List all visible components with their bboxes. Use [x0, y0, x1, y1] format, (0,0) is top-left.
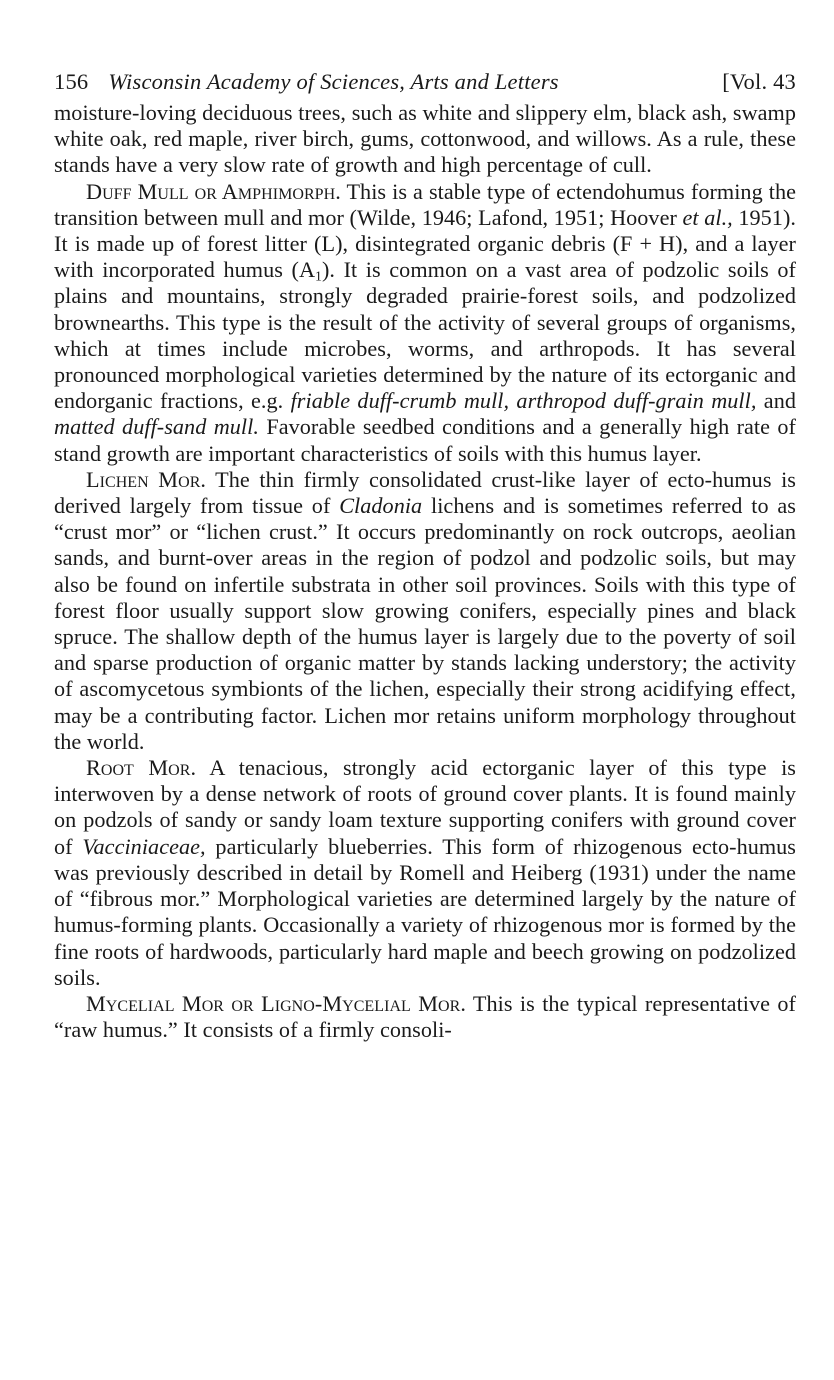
- italic-text: friable duff-crumb mull, arthropod duff-grain mull,: [290, 388, 757, 414]
- subscript: 1: [315, 268, 322, 284]
- italic-text: et al.,: [682, 204, 733, 230]
- italic-text: Vacciniaceae,: [82, 833, 206, 859]
- body-text: [54, 100, 796, 1043]
- paragraph-text: ). It is common on a vast area of podzolic soils of plains and mountains, strongly degraded prairie-forest soils, and podzolized brownearths. This type is the result of the activity of several groups of organisms, which at times include microbes, worms, and arthropods. It has several pronounced morphological varieties determined by the nature of its ectorganic and endorganic fractions, e.g.: [54, 257, 796, 414]
- paragraph-text: This is the typical representative of “raw humus.” It consists of a firmly consoli-: [54, 990, 796, 1043]
- paragraph-mycelial-mor: [54, 991, 796, 1043]
- running-head: [54, 64, 796, 100]
- page: [54, 64, 796, 1043]
- paragraph-text: The thin firmly consolidated crust-like layer of ecto-humus is derived largely from tissue of: [54, 466, 796, 519]
- section-heading-root-mor: Root Mor.: [86, 755, 197, 781]
- italic-text: matted duff-sand mull.: [54, 414, 259, 440]
- section-heading-lichen-mor: Lichen Mor.: [86, 466, 207, 492]
- section-heading-duff-mull: Duff Mull or Amphimorph.: [86, 178, 341, 204]
- paragraph-duff-mull: [54, 179, 796, 467]
- paragraph-text: lichens and is sometimes referred to as “crust mor” or “lichen crust.” It occurs predominantly on rock outcrops, aeolian sands, and burnt-over areas in the region of podzol and podzolic soils, but may also be found on infertile substrata in other soil provinces. Soils with this type of forest floor usually support slow growing conifers, especially pines and black spruce. The shallow depth of the humus layer is largely due to the poverty of soil and sparse production of organic matter by stands lacking understory; the activity of ascomycetous symbionts of the lichen, especially their strong acidifying effect, may be a contributing factor. Lichen mor retains uniform morphology throughout the world.: [54, 493, 796, 754]
- paragraph-text: Favorable seedbed conditions and a generally high rate of stand growth are important characteristics of soils with this humus layer.: [54, 414, 796, 466]
- page-number: 156: [54, 69, 89, 94]
- paragraph-text: 1951). It is made up of forest litter (L), disintegrated organic debris (F + H), and a layer with incorporated humus (A: [54, 204, 796, 283]
- journal-title: Wisconsin Academy of Sciences, Arts and Letters: [108, 69, 559, 94]
- paragraph-lichen-mor: [54, 467, 796, 755]
- paragraph-text: A tenacious, strongly acid ectorganic layer of this type is interwoven by a dense network of roots of ground cover plants. It is found mainly on podzols of sandy or sandy loam texture supporting conifers with ground cover of: [54, 755, 796, 859]
- paragraph-continuation: [54, 100, 796, 179]
- paragraph-text: particularly blueberries. This form of rhizogenous ecto-humus was previously described in detail by Romell and Heiberg (1931) under the name of “fibrous mor.” Morphological varieties are determined largely by the nature of humus-forming plants. Occasionally a variety of rhizogenous mor is formed by the fine roots of hardwoods, particularly hard maple and beech growing on podzolized soils.: [54, 833, 796, 990]
- italic-text: Cladonia: [339, 493, 423, 519]
- volume-label: [Vol. 43: [722, 69, 796, 94]
- paragraph-text: and: [756, 388, 796, 414]
- paragraph-text: moisture-loving deciduous trees, such as white and slippery elm, black ash, swamp white oak, red maple, river birch, gums, cottonwood, and willows. As a rule, these stands have a very slow rate of growth and high percentage of cull.: [54, 100, 796, 178]
- section-heading-mycelial-mor: Mycelial Mor or Ligno-Mycelial Mor.: [86, 990, 466, 1016]
- paragraph-text: This is a stable type of ectendohumus forming the transition between mull and mor (Wilde, 1946; Lafond, 1951; Hoover: [54, 178, 796, 230]
- paragraph-root-mor: [54, 755, 796, 991]
